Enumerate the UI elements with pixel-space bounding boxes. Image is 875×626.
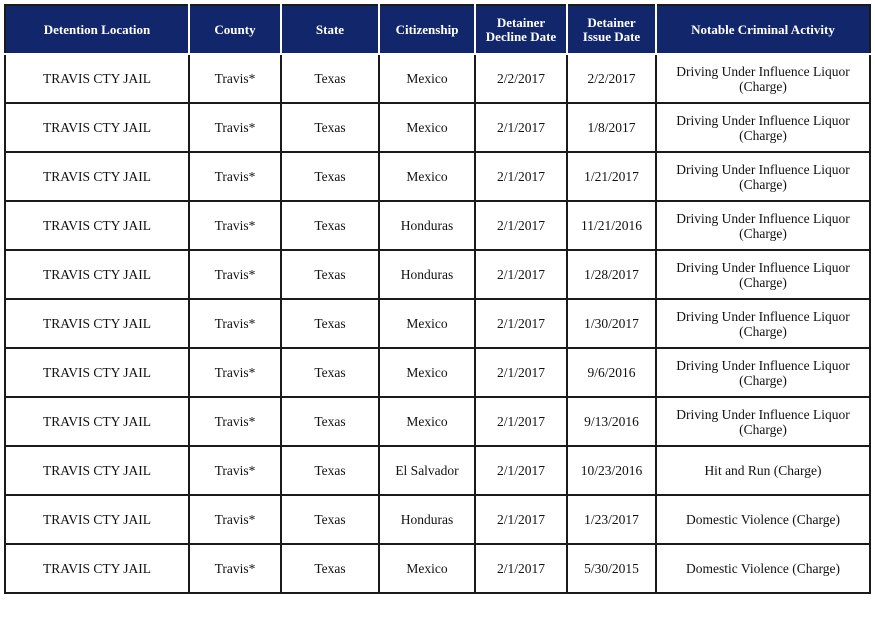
table-row xyxy=(5,446,870,495)
column-header-state: State xyxy=(281,5,379,54)
cell-detainer-issue-date: 1/28/2017 xyxy=(567,250,656,299)
cell-detainer-decline-date: 2/1/2017 xyxy=(475,495,567,544)
cell-detainer-decline-date: 2/2/2017 xyxy=(475,54,567,103)
cell-county: Travis* xyxy=(189,495,281,544)
column-header-county: County xyxy=(189,5,281,54)
cell-county: Travis* xyxy=(189,201,281,250)
cell-citizenship: Honduras xyxy=(379,250,475,299)
cell-notable-criminal-activity xyxy=(656,250,870,299)
cell-detainer-decline-date: 2/1/2017 xyxy=(475,348,567,397)
cell-state: Texas xyxy=(281,544,379,593)
cell-detainer-decline-date: 2/1/2017 xyxy=(475,250,567,299)
cell-citizenship: Mexico xyxy=(379,397,475,446)
cell-citizenship: Mexico xyxy=(379,152,475,201)
cell-detention-location: TRAVIS CTY JAIL xyxy=(5,152,189,201)
table-row xyxy=(5,397,870,446)
cell-notable-criminal-activity xyxy=(656,446,870,495)
cell-state: Texas xyxy=(281,299,379,348)
cell-county: Travis* xyxy=(189,397,281,446)
activity-text-line2: (Charge) xyxy=(739,323,787,339)
cell-county: Travis* xyxy=(189,54,281,103)
cell-detention-location: TRAVIS CTY JAIL xyxy=(5,495,189,544)
cell-detainer-issue-date: 10/23/2016 xyxy=(567,446,656,495)
cell-notable-criminal-activity xyxy=(656,54,870,103)
cell-county: Travis* xyxy=(189,348,281,397)
activity-text-line1: Driving Under Influence Liquor xyxy=(676,357,850,373)
cell-citizenship: Honduras xyxy=(379,495,475,544)
cell-state: Texas xyxy=(281,201,379,250)
cell-county: Travis* xyxy=(189,446,281,495)
cell-detainer-decline-date: 2/1/2017 xyxy=(475,544,567,593)
cell-notable-criminal-activity xyxy=(656,397,870,446)
cell-detainer-issue-date: 1/8/2017 xyxy=(567,103,656,152)
activity-text-line1: Hit and Run (Charge) xyxy=(704,463,822,478)
column-header-citizenship: Citizenship xyxy=(379,5,475,54)
cell-citizenship: Mexico xyxy=(379,103,475,152)
cell-citizenship: Mexico xyxy=(379,544,475,593)
cell-notable-criminal-activity xyxy=(656,299,870,348)
cell-state: Texas xyxy=(281,348,379,397)
cell-citizenship: Mexico xyxy=(379,54,475,103)
table-row xyxy=(5,54,870,103)
table-row xyxy=(5,250,870,299)
cell-detention-location: TRAVIS CTY JAIL xyxy=(5,54,189,103)
cell-detainer-decline-date: 2/1/2017 xyxy=(475,201,567,250)
cell-detention-location: TRAVIS CTY JAIL xyxy=(5,544,189,593)
cell-detainer-decline-date: 2/1/2017 xyxy=(475,103,567,152)
table-row xyxy=(5,103,870,152)
cell-detainer-issue-date: 5/30/2015 xyxy=(567,544,656,593)
cell-county: Travis* xyxy=(189,103,281,152)
activity-text-line2: (Charge) xyxy=(739,78,787,94)
cell-notable-criminal-activity xyxy=(656,348,870,397)
cell-citizenship: Honduras xyxy=(379,201,475,250)
cell-citizenship: El Salvador xyxy=(379,446,475,495)
table-row xyxy=(5,348,870,397)
activity-text-line2: (Charge) xyxy=(739,372,787,388)
cell-notable-criminal-activity xyxy=(656,152,870,201)
cell-notable-criminal-activity xyxy=(656,544,870,593)
table-row xyxy=(5,544,870,593)
activity-text-line2: (Charge) xyxy=(739,274,787,290)
activity-text-line1: Driving Under Influence Liquor xyxy=(676,406,850,422)
cell-detention-location: TRAVIS CTY JAIL xyxy=(5,250,189,299)
cell-county: Travis* xyxy=(189,250,281,299)
activity-text-line1: Driving Under Influence Liquor xyxy=(676,161,850,177)
activity-text-line2: (Charge) xyxy=(739,225,787,241)
column-header-detainer-issue-date: Detainer Issue Date xyxy=(567,5,656,54)
column-header-detention-location: Detention Location xyxy=(5,5,189,54)
cell-notable-criminal-activity xyxy=(656,103,870,152)
activity-text-line2: (Charge) xyxy=(739,127,787,143)
table-row xyxy=(5,201,870,250)
table-header xyxy=(5,5,870,54)
table-row xyxy=(5,299,870,348)
cell-notable-criminal-activity xyxy=(656,201,870,250)
cell-detainer-decline-date: 2/1/2017 xyxy=(475,397,567,446)
cell-detainer-decline-date: 2/1/2017 xyxy=(475,446,567,495)
cell-detainer-issue-date: 1/21/2017 xyxy=(567,152,656,201)
column-header-detainer-decline-date: Detainer Decline Date xyxy=(475,5,567,54)
cell-detention-location: TRAVIS CTY JAIL xyxy=(5,348,189,397)
activity-text-line1: Domestic Violence (Charge) xyxy=(686,512,840,527)
cell-detention-location: TRAVIS CTY JAIL xyxy=(5,103,189,152)
cell-detainer-issue-date: 11/21/2016 xyxy=(567,201,656,250)
cell-state: Texas xyxy=(281,152,379,201)
cell-state: Texas xyxy=(281,250,379,299)
cell-detainer-decline-date: 2/1/2017 xyxy=(475,299,567,348)
cell-detainer-issue-date: 9/13/2016 xyxy=(567,397,656,446)
activity-text-line1: Driving Under Influence Liquor xyxy=(676,308,850,324)
cell-county: Travis* xyxy=(189,299,281,348)
cell-citizenship: Mexico xyxy=(379,348,475,397)
cell-county: Travis* xyxy=(189,544,281,593)
activity-text-line1: Domestic Violence (Charge) xyxy=(686,561,840,576)
cell-county: Travis* xyxy=(189,152,281,201)
cell-citizenship: Mexico xyxy=(379,299,475,348)
activity-text-line2: (Charge) xyxy=(739,176,787,192)
cell-detainer-decline-date: 2/1/2017 xyxy=(475,152,567,201)
cell-state: Texas xyxy=(281,495,379,544)
table-row xyxy=(5,495,870,544)
table-row xyxy=(5,152,870,201)
cell-detainer-issue-date: 2/2/2017 xyxy=(567,54,656,103)
detainer-table xyxy=(4,4,871,594)
activity-text-line1: Driving Under Influence Liquor xyxy=(676,112,850,128)
cell-state: Texas xyxy=(281,103,379,152)
activity-text-line1: Driving Under Influence Liquor xyxy=(676,63,850,79)
activity-text-line1: Driving Under Influence Liquor xyxy=(676,210,850,226)
table-body xyxy=(5,54,870,593)
cell-detention-location: TRAVIS CTY JAIL xyxy=(5,446,189,495)
cell-notable-criminal-activity xyxy=(656,495,870,544)
activity-text-line1: Driving Under Influence Liquor xyxy=(676,259,850,275)
cell-state: Texas xyxy=(281,446,379,495)
cell-detainer-issue-date: 1/23/2017 xyxy=(567,495,656,544)
header-row xyxy=(5,5,870,54)
activity-text-line2: (Charge) xyxy=(739,421,787,437)
cell-detainer-issue-date: 1/30/2017 xyxy=(567,299,656,348)
cell-detention-location: TRAVIS CTY JAIL xyxy=(5,397,189,446)
cell-state: Texas xyxy=(281,397,379,446)
cell-detainer-issue-date: 9/6/2016 xyxy=(567,348,656,397)
cell-detention-location: TRAVIS CTY JAIL xyxy=(5,201,189,250)
cell-detention-location: TRAVIS CTY JAIL xyxy=(5,299,189,348)
column-header-notable-criminal-activity: Notable Criminal Activity xyxy=(656,5,870,54)
cell-state: Texas xyxy=(281,54,379,103)
